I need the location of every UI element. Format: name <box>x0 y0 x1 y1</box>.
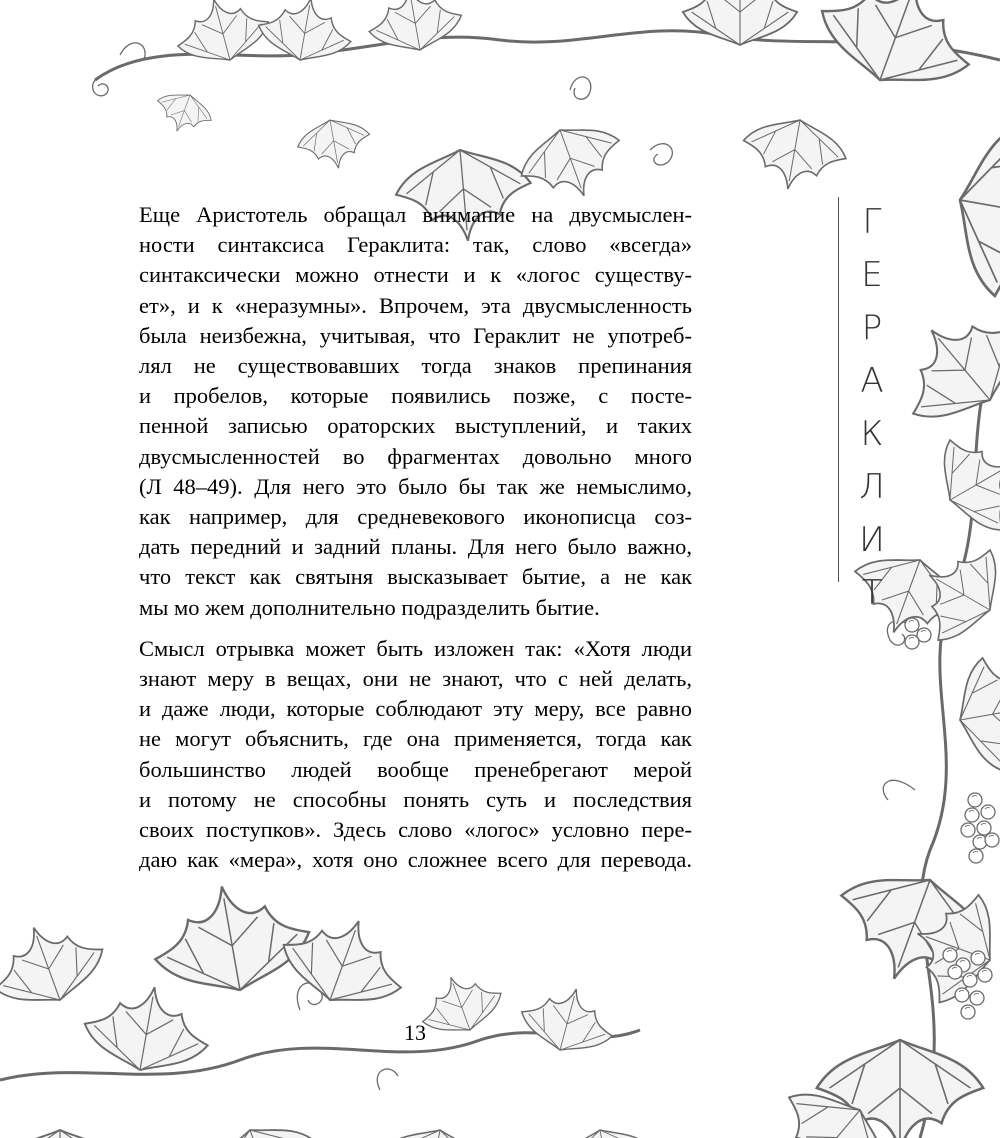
side-title-letter: Р <box>861 308 883 348</box>
text-line: знают меру в вещах, они не знают, что с ней делать, <box>139 666 692 692</box>
text-line: пенной записью ораторских выступлений, и таких <box>139 413 692 439</box>
side-title-letter: Л <box>859 467 885 507</box>
text-line: была неизбежна, учитывая, что Гераклит не употреб- <box>139 322 692 348</box>
text-line: дать передний и задний планы. Для него было важно, <box>139 534 692 560</box>
text-line: ет», и к «неразумны». Впрочем, эта двусмысленность <box>139 292 692 318</box>
text-line: Еще Аристотель обращал внимание на двусмыслен- <box>139 202 692 227</box>
text-line: и пробелов, которые появились позже, с посте- <box>139 383 692 409</box>
side-title-letter: К <box>860 414 884 454</box>
bottom-vine <box>0 873 657 1138</box>
text-line: синтаксически можно отнести и к «логос существу- <box>139 262 692 288</box>
grape-cluster <box>961 793 999 863</box>
text-line: лял не существовавших тогда знаков препинания <box>139 353 692 379</box>
text-line: Смысл отрывка может быть изложен так: «Хотя люди <box>139 635 692 661</box>
text-line: своих поступков». Здесь слово «логос» условно пере- <box>139 817 692 843</box>
text-line: как например, для средневекового иконописца соз- <box>139 504 692 530</box>
text-line: и потому не способны понять суть и последствия <box>139 786 692 812</box>
page-number: 13 <box>404 1020 426 1045</box>
side-title-letter: И <box>859 520 885 560</box>
text-line: двусмысленностей во фрагментах довольно много <box>139 443 692 469</box>
side-title-rule <box>838 197 839 582</box>
side-title-letter: Т <box>861 573 883 613</box>
text-line: мы мо жем дополнительно подразделить бытие. <box>139 594 600 620</box>
text-line: большинство людей вообще пренебрегают мерой <box>139 756 692 782</box>
text-line: что текст как святыня высказывает бытие, а не как <box>139 564 692 590</box>
text-line: даю как «мера», хотя оно сложнее всего для перевода. <box>139 847 692 873</box>
text-line: и даже люди, которые соблюдают эту меру, все равно <box>139 696 692 722</box>
text-line: ности синтаксиса Гераклита: так, слово «всегда» <box>139 232 692 258</box>
text-line: не могут объяснить, где она применяется, тогда как <box>139 726 692 752</box>
paragraph-2 <box>139 634 692 876</box>
paragraph-1 <box>139 200 692 623</box>
side-title-letter: А <box>860 361 884 401</box>
side-title-letter: Е <box>861 255 883 295</box>
body-text <box>139 200 692 875</box>
text-line: (Л 48–49). Для него это было бы так же немыслимо, <box>139 473 692 499</box>
side-title-letter: Г <box>862 202 882 242</box>
side-title <box>852 196 892 620</box>
